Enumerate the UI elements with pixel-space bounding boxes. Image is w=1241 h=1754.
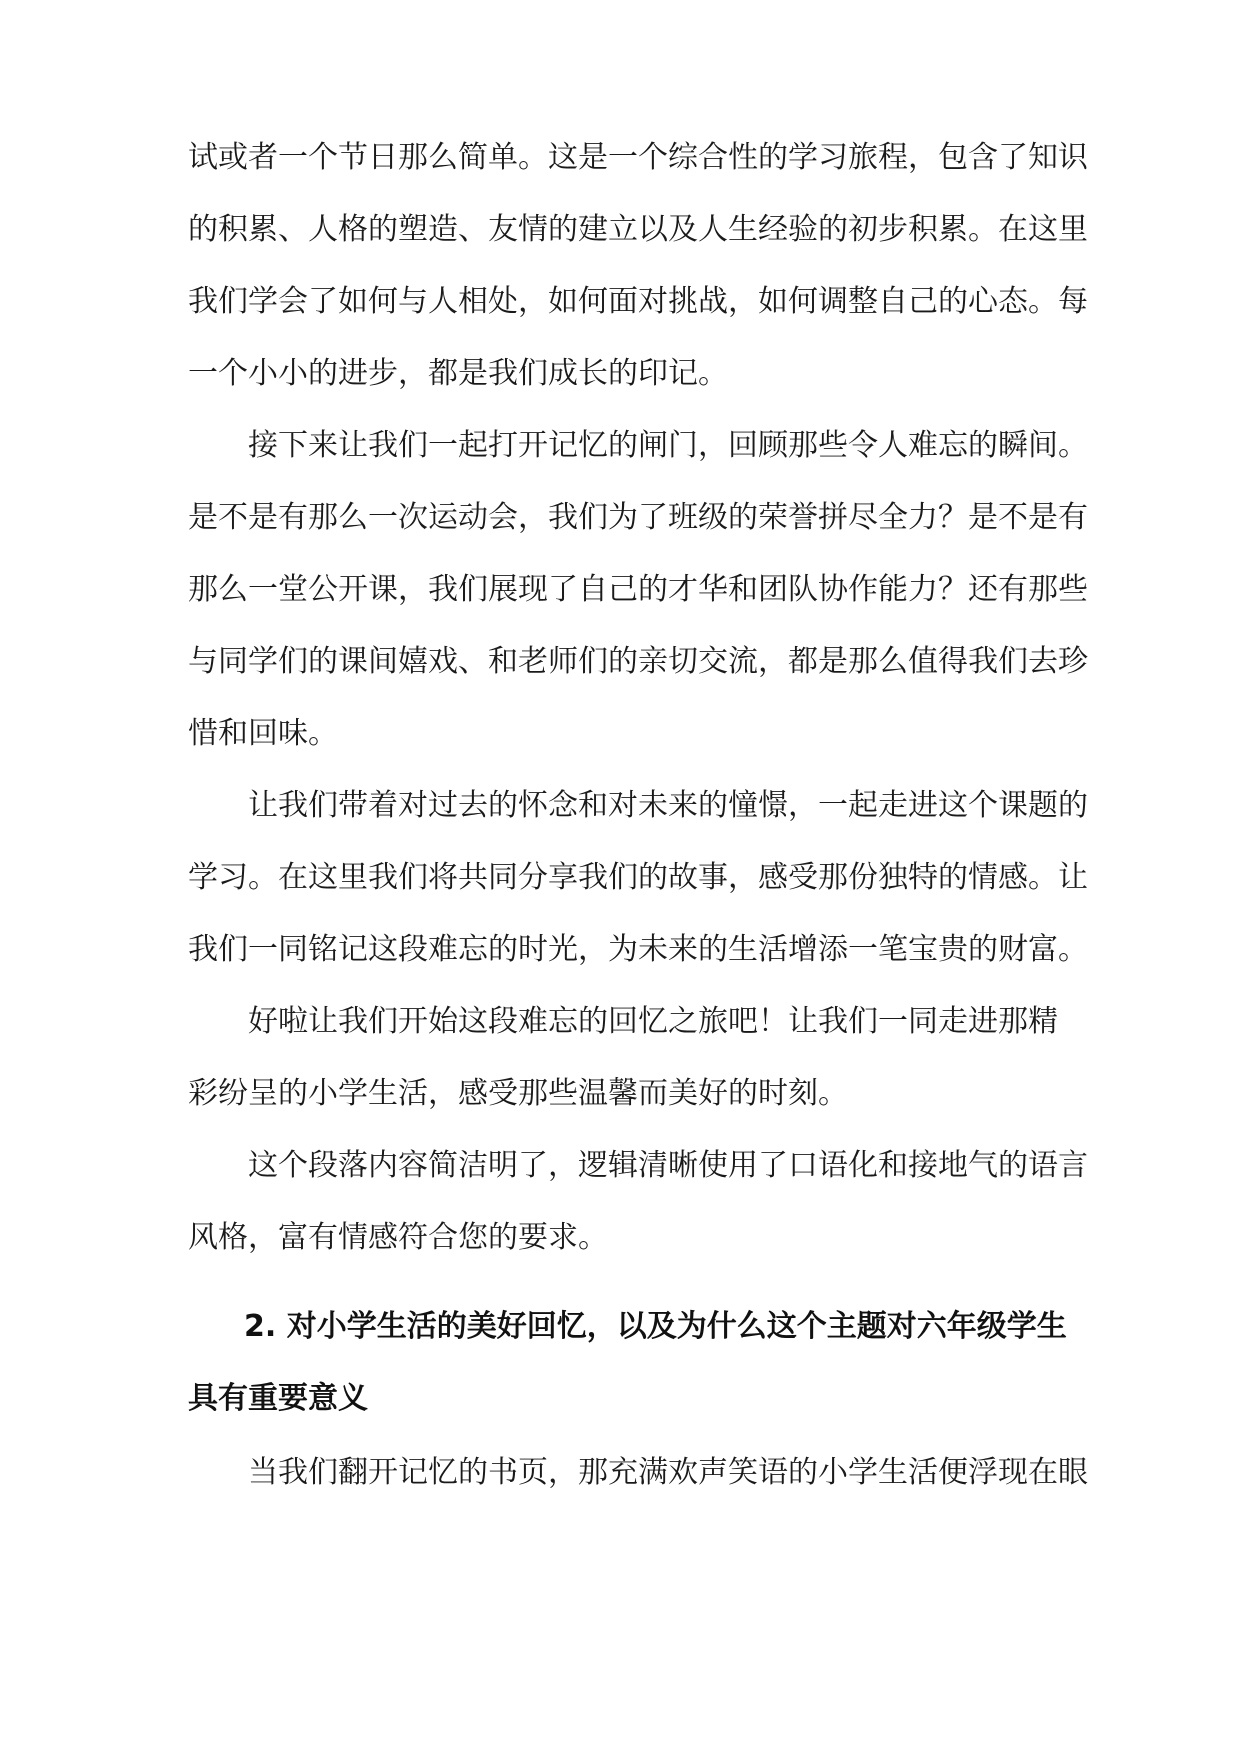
text-line-indented: 让我们带着对过去的怀念和对未来的憧憬，一起走进这个课题的 [248,788,1088,823]
text-line: 试或者一个节日那么简单。这是一个综合性的学习旅程，包含了知识 [188,140,1088,175]
text-line: 的积累、人格的塑造、友情的建立以及人生经验的初步积累。在这里 [188,212,1088,247]
text-line-indented: 这个段落内容简洁明了，逻辑清晰使用了口语化和接地气的语言 [248,1148,1088,1183]
section-heading-continued: 具有重要意义 [188,1381,368,1416]
text-line: 风格，富有情感符合您的要求。 [188,1220,608,1255]
text-line: 与同学们的课间嬉戏、和老师们的亲切交流，都是那么值得我们去珍 [188,644,1088,679]
section-heading: 2. 对小学生活的美好回忆，以及为什么这个主题对六年级学生 [244,1309,1067,1344]
text-line: 惜和回味。 [188,716,338,751]
text-line: 学习。在这里我们将共同分享我们的故事，感受那份独特的情感。让 [188,860,1088,895]
text-line: 是不是有那么一次运动会，我们为了班级的荣誉拼尽全力？是不是有 [188,500,1088,535]
text-line: 我们学会了如何与人相处，如何面对挑战，如何调整自己的心态。每 [188,284,1088,319]
text-line: 那么一堂公开课，我们展现了自己的才华和团队协作能力？还有那些 [188,572,1088,607]
text-line: 彩纷呈的小学生活，感受那些温馨而美好的时刻。 [188,1076,848,1111]
text-line: 我们一同铭记这段难忘的时光，为未来的生活增添一笔宝贵的财富。 [188,932,1088,967]
text-line: 一个小小的进步，都是我们成长的印记。 [188,356,728,391]
text-line-indented: 当我们翻开记忆的书页，那充满欢声笑语的小学生活便浮现在眼 [248,1455,1088,1490]
text-line-indented: 接下来让我们一起打开记忆的闸门，回顾那些令人难忘的瞬间。 [248,428,1088,463]
text-line-indented: 好啦让我们开始这段难忘的回忆之旅吧！让我们一同走进那精 [248,1004,1058,1039]
